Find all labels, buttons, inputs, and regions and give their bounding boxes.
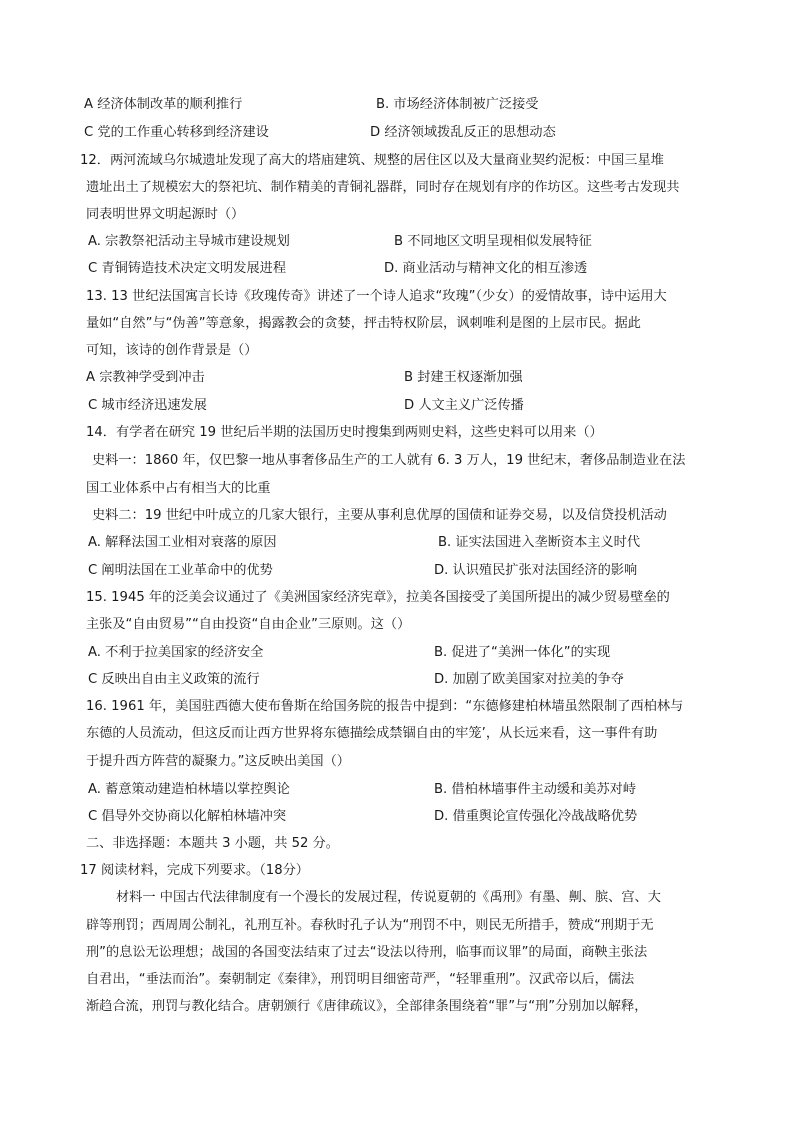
q14-option-b[interactable]: B. 证实法国进入垄断资本主义时代 [438, 535, 641, 550]
q16-stem-line3: 于提升西方阵营的凝聚力。”这反映出美国（） [86, 754, 350, 769]
q15-option-d[interactable]: D. 加剧了欧美国家对拉美的争夺 [434, 672, 624, 687]
q17-instruction: 17 阅读材料，完成下列要求。（18分） [80, 863, 309, 878]
q12-option-c[interactable]: C 青铜铸造技术决定文明发展进程 [88, 261, 287, 276]
q15-stem-line1: 15. 1945 年的泛美会议通过了《美洲国家经济宪章》，拉美各国接受了美国所提出的减少贸易壁垒的 [86, 590, 670, 605]
q13-option-d[interactable]: D 人文主义广泛传播 [404, 398, 524, 413]
q14-option-a[interactable]: A. 解释法国工业相对衰落的原因 [88, 535, 277, 550]
q14-source2: 史料二：19 世纪中叶成立的几家大银行，主要从事利息优厚的国债和证券交易，以及信贷投机活动 [92, 508, 667, 523]
q13-stem-line3: 可知，该诗的创作背景是（） [86, 343, 258, 358]
q16-stem-line1: 16. 1961 年，美国驻西德大使布鲁斯在给国务院的报告中提到：“东德修建柏林墙虽然限制了西柏林与 [86, 699, 684, 714]
q12-option-d[interactable]: D. 商业活动与精神文化的相互渗透 [384, 261, 588, 276]
q17-material-line4: 自君出，“垂法而治”。秦朝制定《秦律》，刑罚明目细密苛严，“轻罪重刑”。汉武帝以后，儒法 [86, 972, 635, 987]
q14-option-d[interactable]: D. 认识殖民扩张对法国经济的影响 [434, 563, 638, 578]
q13-option-c[interactable]: C 城市经济迅速发展 [88, 398, 207, 413]
q11-option-c[interactable]: C 党的工作重心转移到经济建设 [84, 125, 269, 140]
q15-option-a[interactable]: A. 不利于拉美国家的经济安全 [88, 645, 264, 660]
q12-option-b[interactable]: B 不同地区文明呈现相似发展特征 [394, 234, 592, 249]
q11-option-b[interactable]: B. 市场经济体制被广泛接受 [376, 97, 539, 112]
q16-stem-line2: 东德的人员流动，但这反而让西方世界将东德描绘成禁锢自由的牢笼’，从长远来看，这一事件有助 [86, 726, 658, 741]
q17-material-line3: 刑”的息讼无讼理想；战国的各国变法结束了过去“设法以待刑，临事而议罪”的局面，商鞅主张法 [86, 945, 648, 960]
q17-material-line1: 材料一 中国古代法律制度有一个漫长的发展过程，传说夏朝的《禹刑》有墨、劓、膑、宫、大 [116, 890, 661, 905]
q14-stem-line1: 14．有学者在研究 19 世纪后半期的法国历史时搜集到两则史料，这些史料可以用来（） [86, 425, 603, 440]
q17-material-line2: 辟等刑罚；西周周公制礼，礼刑互补。春秋时孔子认为“刑罚不中，则民无所措手，赞成“刑期于无 [86, 918, 654, 933]
q16-option-c[interactable]: C 倡导外交协商以化解柏林墙冲突 [88, 809, 287, 824]
q14-source1-line2: 国工业体系中占有相当大的比重 [86, 481, 271, 496]
q16-option-a[interactable]: A. 蓄意策动建造柏林墙以掌控舆论 [88, 782, 290, 797]
q12-stem-line2: 遗址出土了规模宏大的祭祀坑、制作精美的青铜礼器群，同时存在规划有序的作坊区。这些考古发现共 [86, 180, 680, 195]
q15-option-c[interactable]: C 反映出自由主义政策的流行 [88, 672, 260, 687]
q14-source1-line1: 史料一：1860 年，仅巴黎一地从事奢侈品生产的工人就有 6. 3 万人，19 世纪末，奢侈品制造业在法 [92, 453, 686, 468]
q13-stem-line2: 量如“自然”与“伪善”等意象，揭露教会的贪婪，抨击特权阶层，讽刺唯利是图的上层市民。据此 [86, 316, 641, 331]
q12-stem-line3: 同表明世界文明起源时（） [86, 207, 245, 222]
q12-option-a[interactable]: A. 宗教祭祀活动主导城市建设规划 [88, 234, 290, 249]
q16-option-b[interactable]: B. 借柏林墙事件主动缓和美苏对峙 [434, 782, 637, 797]
q17-material-line5: 渐趋合流，刑罚与教化结合。唐朝颁行《唐律疏议》，全部律条围绕着“罪”与“刑”分别加以解释， [86, 999, 648, 1014]
section-heading: 二、非选择题：本题共 3 小题，共 52 分。 [86, 836, 339, 851]
q13-option-b[interactable]: B 封建王权逐渐加强 [404, 370, 523, 385]
q11-option-d[interactable]: D 经济领域拨乱反正的思想动态 [370, 125, 556, 140]
q12-stem-line1: 12．两河流域乌尔城遗址发现了高大的塔庙建筑、规整的居住区以及大量商业契约泥板：中国三星堆 [80, 153, 664, 168]
q16-option-d[interactable]: D. 借重舆论宣传强化冷战战略优势 [434, 809, 638, 824]
q13-option-a[interactable]: A 宗教神学受到冲击 [86, 370, 205, 385]
q11-option-a[interactable]: A 经济体制改革的顺利推行 [84, 97, 243, 112]
q13-stem-line1: 13. 13 世纪法国寓言长诗《玫瑰传奇》讲述了一个诗人追求“玫瑰”（少女）的爱情故事，诗中运用大 [86, 289, 667, 304]
q14-option-c[interactable]: C 阐明法国在工业革命中的优势 [88, 563, 273, 578]
q15-option-b[interactable]: B. 促进了“美洲一体化”的实现 [434, 645, 611, 660]
q15-stem-line2: 主张及“自由贸易”“自由投资“自由企业”三原则。这（） [86, 617, 411, 632]
